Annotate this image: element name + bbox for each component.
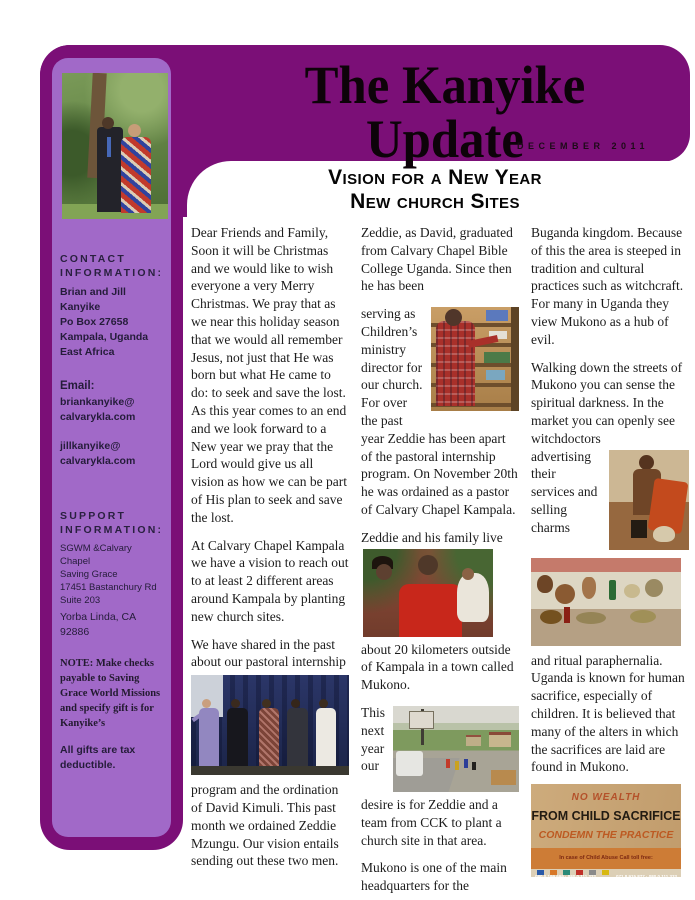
witchdoctor-photo [609,450,689,550]
email-2-line-2: calvarykla.com [60,455,136,467]
email-label: Email: [60,380,95,392]
stage-floor-shape [191,766,349,775]
paragraph-with-photo [531,448,689,554]
email-2-line-1: jillkanyike@ [60,440,121,452]
ritual-paraphernalia-photo [531,558,681,646]
headline-line-1: Vision for a New Year [328,166,542,189]
email-address-1 [60,395,164,425]
herb-pile-shape [630,610,656,623]
paragraph [531,652,689,777]
zeddie-shelves-photo [431,307,519,411]
tie-shape [107,137,111,157]
support-org-line: Suite 203 [60,595,101,606]
paragraph-text: Mukono is one of the main headquarters for the [361,860,507,894]
hotline-numbers [531,867,681,886]
paragraph-text: At Calvary Chapel Kampala we have a vision to reach out to at least 2 different areas around Kampala by planting new church sites. [191,537,349,624]
paragraph-text: Zeddie and his family live [361,529,503,545]
pedestrian-shape [455,761,459,770]
paragraph-text: advertising their services and selling charms [531,448,598,535]
family-portrait-photo [62,73,168,219]
shelf-item-shape [484,352,510,363]
paragraph [531,359,689,448]
zeddie-family-photo [363,549,493,637]
headline-line-2: New church Sites [350,190,520,213]
person-figure [199,708,220,766]
hotline-heading: In case of Child Abuse Call toll free: [559,854,653,861]
pedestrian-shape [464,759,468,768]
support-city-line: Yorba Linda, CA 92886 [60,611,136,638]
orange-cloth-shape [647,477,688,533]
support-heading: SUPPORT INFORMATION: [60,510,164,536]
baby-head-shape [462,568,474,580]
article-body [191,224,691,900]
shelf-side-shape [511,307,519,411]
person-head-shape [291,699,300,708]
support-org-line: Saving Grace [60,569,118,580]
paragraph-text: Buganda kingdom. Because of this the area is steeped in tradition and cultural practices such as witchcraft. For many in Uganda they view Mukono as a hub of evil. [531,225,684,347]
paragraph [531,224,689,349]
contact-heading: CONTACT INFORMATION: [60,253,164,279]
man-head-shape [418,555,438,575]
man-head-shape [639,455,654,470]
email-address-2 [60,439,164,469]
article-column-1 [191,224,349,900]
pot-shape [645,579,663,597]
paragraph [191,537,349,626]
market-stall-shape [491,770,516,785]
person-figure [227,708,248,766]
paragraph-with-photo [361,305,519,519]
person-head-shape [262,699,271,708]
paragraph [361,529,519,547]
contact-address-line: East Africa [60,346,115,358]
article-headline [200,166,670,214]
gourd-shape [582,577,596,599]
hotline-numbers-right: 071 8 915 877 · 080 0 111 333 [615,874,677,880]
woman-head-shape [128,124,141,137]
ordination-photo [191,675,349,775]
person-figure [316,708,337,766]
newsletter-title: The Kanyike Update [304,55,586,169]
man-in-plaid-shirt-figure [436,321,475,406]
paragraph-text: Zeddie, as David, graduated from Calvary Chapel Bible College Uganda. Since then he has been [361,225,513,294]
billboard-top-line: NO WEALTH [571,792,641,804]
paragraph-text: program and the ordination of David Kimuli. This past month we ordained Zeddie Mzungu. Our vision entails sending out these two men. [191,782,339,869]
pedestrian-shape [446,759,450,768]
pot-shape [537,575,553,593]
herb-pile-shape [576,612,606,624]
billboard-main-line: FROM CHILD SACRIFICE [531,808,681,823]
billboard-hotline-band [531,848,681,880]
hotline-numbers-left: 080 0 199 699 · 080 0 111 222 [535,874,597,880]
support-org-line: SGWM &Calvary Chapel [60,543,132,567]
paragraph-text: about 20 kilometers outside of Kampala in a town called Mukono. [361,641,514,693]
man-in-red-shirt-figure [399,584,461,637]
contact-name: Brian and Jill Kanyike [60,286,126,313]
charm-object-shape [631,520,647,538]
bottle-shape [609,580,616,600]
person-head-shape [231,699,240,708]
paragraph [361,859,519,895]
article-column-2 [361,224,519,900]
paragraph [191,781,349,870]
issue-date: DECEMBER 2011 [516,141,649,151]
van-shape [396,751,424,777]
paragraph-text: Walking down the streets of Mukono you can sense the spiritual darkness. In the market you can openly see witchdoctors [531,359,683,446]
paragraph [361,641,519,694]
contact-address-line: Po Box 27658 [60,316,129,328]
paragraph-with-photo [361,704,519,849]
baby-figure [457,573,490,621]
checks-note: NOTE: Make checks payable to Saving Grace World Missions and specify gift is for Kanyike’s [60,658,161,729]
person-head-shape [319,699,328,708]
building-shape [489,732,512,747]
shelf-item-shape [486,370,505,380]
paragraph-text: We have shared in the past about our pastoral internship [191,636,346,670]
paragraph [361,224,519,295]
tax-deductible-note: All gifts are tax deductible. [60,744,136,771]
man-head-shape [102,117,114,129]
skull-shape [653,526,675,542]
email-1-line-1: briankanyike@ [60,396,135,408]
woman-head-shape [376,564,392,580]
building-shape [466,735,481,746]
paragraph-text: This next year our desire is for Zeddie and a team from CCK to plant a church site in that area. [361,704,502,848]
anti-child-sacrifice-billboard-photo [531,784,681,880]
street-sign-shape [409,711,434,728]
woman-figure [121,137,151,213]
paragraph-text: serving as Children’s ministry director for our church. For over the past year Zeddie has been apart of the pastoral internship program. On November 20th he was ordained as a pastor of Calvary Chapel Kampala. [361,306,518,517]
pot-shape [555,584,575,604]
contact-address-line: Kampala, Uganda [60,331,149,343]
bottle-shape [564,607,570,623]
herb-pile-shape [540,610,562,624]
article-column-3 [531,224,689,900]
person-figure [259,708,280,766]
person-figure [287,708,308,766]
bowl-shape [624,584,640,598]
mukono-street-photo [393,706,519,792]
greeting-line: Dear Friends and Family, [191,225,329,240]
support-org-line: 17451 Bastanchury Rd [60,582,157,593]
paragraph [191,224,349,527]
email-1-line-2: calvarykla.com [60,411,136,423]
shelf-item-shape [486,310,509,320]
pedestrian-shape [472,762,476,770]
billboard-bottom-line: CONDEMN THE PRACTICE [538,828,674,841]
sidebar-info [60,252,164,773]
paragraph-text: and ritual paraphernalia. Uganda is known for human sacrifice, especially of children. It is believed that many of the alters in which the sacrifices are laid are found in Mukono. [531,652,685,775]
paragraph-text: Soon it will be Christmas and we would like to wish everyone a very Merry Christmas. We pray that as we near this holiday season that we would all remember Jesus, not just that He was born but what He came to do: to seek and save the lost. As this year comes to an end and we look forward to a New year we pray that the Lord would give us all vision as how we can be part of His plan to seek and save the lost. [191,242,347,525]
paragraph [191,636,349,672]
